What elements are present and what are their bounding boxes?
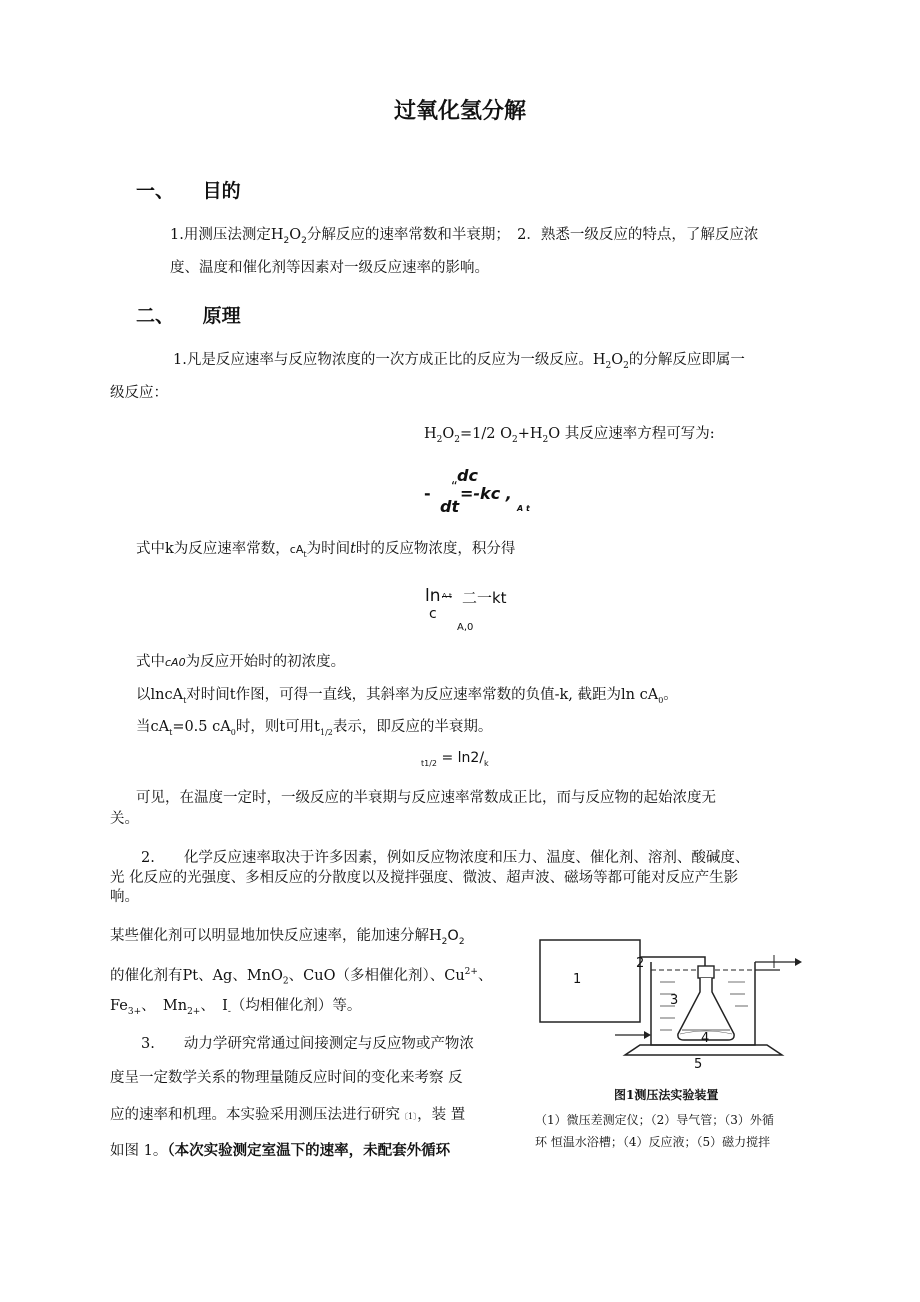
text: =0.5 cA bbox=[172, 719, 231, 735]
subscript: 2 bbox=[454, 434, 461, 445]
text: 以lncA bbox=[136, 687, 184, 703]
factors-line-2: 光 化反应的光强度、多相反应的分散度以及搅拌强度、微波、超声波、磁场等都可能对反应产生影 bbox=[110, 870, 739, 886]
factors-line-1: 2. 化学反应速率取决于许多因素，例如反应物浓度和压力、温度、催化剂、溶剂、酸碱度、 bbox=[141, 850, 750, 866]
text: 的分解反应即属一 bbox=[628, 352, 745, 368]
ca0-definition bbox=[136, 654, 345, 671]
figure-label-4: 4 bbox=[701, 1031, 710, 1046]
section-title: 原理 bbox=[202, 305, 241, 327]
symbol: t bbox=[421, 758, 425, 768]
subscript: 0 bbox=[230, 727, 236, 737]
method-line-4 bbox=[110, 1143, 450, 1159]
catalyst-line-2 bbox=[110, 964, 492, 990]
superscript: - bbox=[227, 1006, 231, 1017]
rate-equation-minus: - bbox=[424, 484, 431, 503]
method-line-1: 3. 动力学研究常通过间接测定与反应物或产物浓 bbox=[141, 1036, 474, 1052]
figure-label-2: 2 bbox=[636, 956, 645, 971]
text: 。 bbox=[663, 687, 678, 703]
conclusion-line-1: 可见，在温度一定时，一级反应的半衰期与反应速率常数成正比，而与反应物的起始浓度无 bbox=[136, 790, 716, 806]
text: 的催化剂有Pt、Ag、MnO bbox=[110, 967, 283, 984]
section-number: 一、 bbox=[136, 180, 175, 202]
subscript: 2 bbox=[542, 434, 549, 445]
text: ，装 置 bbox=[417, 1107, 466, 1123]
manometer-box bbox=[540, 940, 640, 1022]
text: 式中k为反应速率常数， bbox=[136, 541, 290, 557]
factors-line-3: 响。 bbox=[110, 889, 139, 905]
text: 时的反应物浓度，积分得 bbox=[355, 541, 516, 557]
rate-equation-dt: dt bbox=[440, 497, 460, 516]
text: O bbox=[611, 352, 624, 368]
subscript: t bbox=[303, 549, 307, 559]
integrated-c: c bbox=[429, 606, 437, 622]
text: 1.用测压法测定H bbox=[170, 227, 284, 243]
rate-equation-subscript: A t bbox=[517, 504, 530, 513]
rate-equation-dc: dc bbox=[457, 466, 478, 485]
subscript: 2 bbox=[436, 434, 443, 445]
text: 、 bbox=[477, 967, 493, 984]
plot-line bbox=[136, 687, 678, 709]
principle-para-1 bbox=[173, 352, 745, 374]
text: =1/2 O bbox=[460, 426, 512, 442]
text: 如图 1。 bbox=[110, 1143, 168, 1159]
text: O bbox=[447, 928, 459, 944]
figure-label-1: 1 bbox=[573, 972, 582, 987]
text: 、 Mn bbox=[141, 998, 188, 1014]
catalyst-line-3 bbox=[110, 998, 361, 1020]
subscript: 2 bbox=[282, 976, 289, 987]
subscript: 2 bbox=[458, 936, 465, 947]
integrated-ln: ln bbox=[425, 586, 441, 606]
subscript: 2 bbox=[623, 360, 629, 371]
superscript: 2+ bbox=[187, 1006, 201, 1017]
symbol: cA0 bbox=[165, 656, 186, 669]
purpose-line-1 bbox=[170, 227, 758, 249]
text: （均相催化剂）等。 bbox=[230, 998, 362, 1014]
emphasis: （本次实验测定室温下的速率，未配套外循环 bbox=[167, 1142, 451, 1159]
subscript: 1/2 bbox=[424, 758, 438, 768]
text: O bbox=[442, 426, 455, 442]
section-title: 目的 bbox=[202, 180, 241, 202]
figure-label-5: 5 bbox=[694, 1057, 703, 1072]
text: Fe bbox=[110, 998, 128, 1014]
subscript: 2 bbox=[283, 235, 290, 246]
subscript: 0 bbox=[658, 695, 664, 705]
integrated-a0: A,0 bbox=[457, 622, 474, 633]
text: = ln2/ bbox=[437, 750, 485, 766]
text: 为时间 bbox=[306, 541, 351, 557]
purpose-line-2: 度、温度和催化剂等因素对一级反应速率的影响。 bbox=[170, 260, 489, 276]
text: 表示，即反应的半衰期。 bbox=[332, 719, 493, 735]
symbol: t bbox=[350, 541, 356, 557]
superscript: 2+ bbox=[464, 967, 478, 977]
text: 、CuO（多相催化剂）、Cu bbox=[288, 967, 465, 984]
figure-legend-2: 环 恒温水浴槽；（4）反应液；（5）磁力搅拌 bbox=[535, 1135, 771, 1149]
catalyst-line-1 bbox=[110, 928, 465, 950]
text: 对时间t作图，可得一直线，其斜率为反应速率常数的负值-k, 截距为ln cA bbox=[186, 687, 659, 703]
principle-para-1-line-2: 级反应： bbox=[110, 385, 168, 401]
where-k-line bbox=[136, 541, 515, 563]
text: 分解反应的速率常数和半衰期； 2．熟悉一级反应的特点，了解反应浓 bbox=[306, 227, 759, 243]
reaction-equation bbox=[424, 426, 715, 448]
gas-tube bbox=[640, 957, 705, 968]
subscript: 2 bbox=[605, 360, 612, 371]
method-line-2: 度呈一定数学关系的物理量随反应时间的变化来考察 反 bbox=[110, 1070, 463, 1086]
figure-caption: 图1测压法实验装置 bbox=[614, 1088, 719, 1102]
rate-equation-rhs: =-kc , bbox=[460, 484, 512, 503]
text: 当cA bbox=[136, 719, 170, 735]
text: 1.凡是反应速率与反应物浓度的一次方成正比的反应为一级反应。H bbox=[173, 352, 606, 368]
text: 式中 bbox=[136, 654, 165, 670]
text: 某些催化剂可以明显地加快反应速率，能加速分解H bbox=[110, 928, 442, 944]
half-life-equation bbox=[421, 750, 489, 768]
subscript: t bbox=[169, 727, 173, 737]
symbol: k bbox=[484, 758, 489, 768]
symbol: cA bbox=[289, 543, 304, 556]
subscript: t bbox=[183, 695, 187, 705]
integrated-fraction: A t bbox=[442, 592, 452, 600]
text: 时，则t可用t bbox=[235, 719, 320, 735]
section-heading-purpose bbox=[136, 176, 241, 203]
subscript: 2 bbox=[512, 434, 518, 445]
subscript: 1/2 bbox=[319, 727, 333, 737]
text: O 其反应速率方程可写为: bbox=[548, 426, 715, 442]
subscript: 2 bbox=[441, 936, 448, 947]
subscript: 2 bbox=[301, 235, 307, 246]
figure-legend-1: （1）微压差测定仪；（2）导气管；（3）外循 bbox=[535, 1113, 774, 1127]
section-number: 二、 bbox=[136, 305, 175, 327]
text: O bbox=[289, 227, 302, 243]
superscript: 3+ bbox=[127, 1006, 142, 1017]
text: +H bbox=[517, 426, 543, 442]
rate-equation-quote: “ bbox=[451, 480, 458, 495]
page-title: 过氧化氢分解 bbox=[393, 98, 526, 124]
half-life-line bbox=[136, 719, 492, 741]
magnetic-stirrer bbox=[625, 1045, 782, 1055]
integrated-rhs: 二一kt bbox=[462, 589, 507, 607]
text: 、 I bbox=[200, 998, 228, 1014]
conclusion-line-2: 关。 bbox=[110, 811, 139, 827]
citation: 〔1〕 bbox=[400, 1112, 418, 1121]
section-heading-principle bbox=[136, 301, 241, 328]
text: H bbox=[424, 426, 437, 442]
text: 为反应开始时的初浓度。 bbox=[185, 654, 346, 670]
figure-label-3: 3 bbox=[670, 993, 679, 1008]
text: 应的速率和机理。本实验采用测压法进行研究 bbox=[110, 1107, 400, 1123]
method-line-3 bbox=[110, 1107, 465, 1125]
